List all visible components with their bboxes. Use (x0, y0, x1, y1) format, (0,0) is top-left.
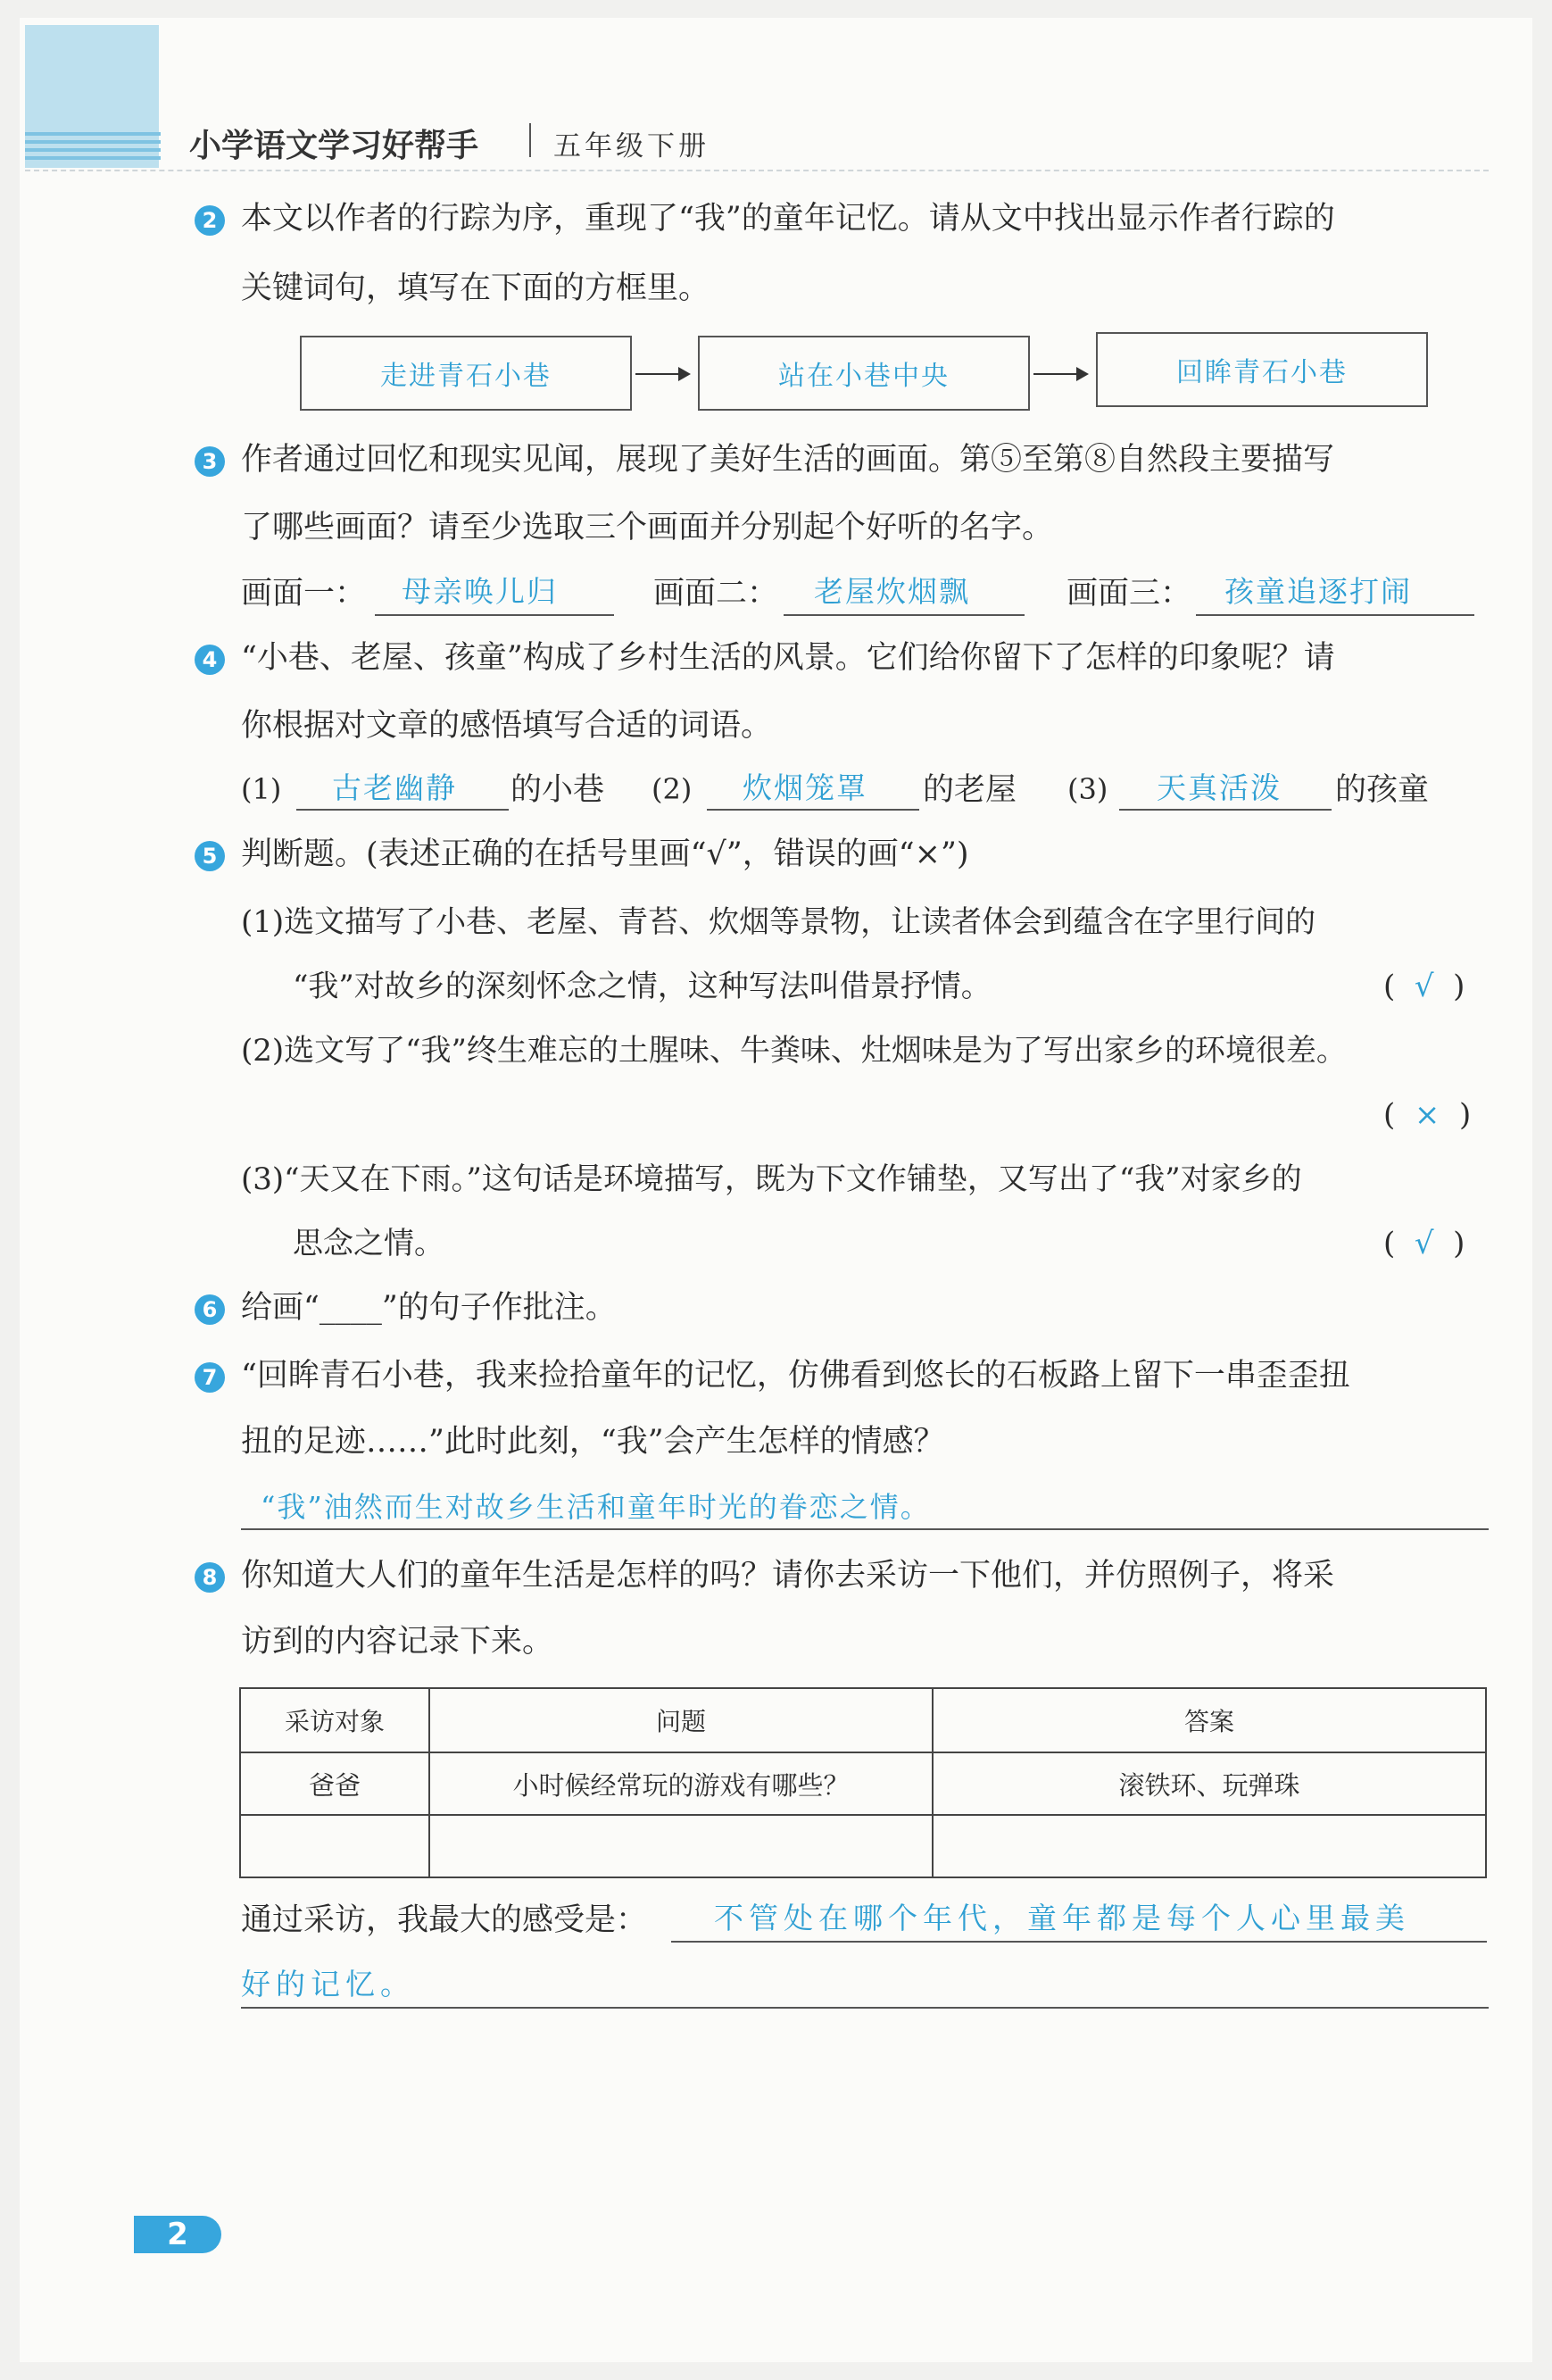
question-number-4: 4 (195, 645, 225, 675)
scene-label-1: 画面一： (241, 576, 367, 612)
blank-line (784, 614, 1025, 616)
answer-box-1: 走进青石小巷 (300, 336, 632, 411)
page-number: 2 (134, 2216, 221, 2253)
q4-line1: “小巷、老屋、孩童”构成了乡村生活的风景。它们给你留下了怎样的印象呢？请 (241, 640, 1335, 676)
question-number-5: 5 (195, 841, 225, 871)
interview-table (239, 1687, 1487, 1878)
q4-suffix-1: 的小巷 (510, 772, 605, 808)
arrow-2 (1033, 373, 1087, 375)
statement-3-line2: 思念之情。 (293, 1226, 444, 1261)
answer-box-2: 站在小巷中央 (698, 336, 1030, 411)
blank-line (1119, 809, 1332, 811)
blank-line (1196, 614, 1474, 616)
question-number-6: 6 (195, 1294, 225, 1325)
cell-subject: 爸爸 (240, 1752, 429, 1815)
table-header-row (240, 1688, 1486, 1752)
statement-3-line1: (3)“天又在下雨。”这句话是环境描写，既为下文作铺垫，又写出了“我”对家乡的 (241, 1161, 1302, 1197)
impression-answer-2: 炊烟笼罩 (743, 770, 867, 805)
question-number-7: 7 (195, 1362, 225, 1393)
judgment-bracket-1: ( √ ) (1383, 969, 1465, 1004)
scene-answer-3: 孩童追逐打闹 (1224, 574, 1412, 609)
judgment-answer-1: √ (1414, 969, 1434, 1004)
book-title: 小学语文学习好帮手 (189, 128, 479, 164)
table-row (240, 1752, 1486, 1815)
q8-line1: 你知道大人们的童年生活是怎样的吗？请你去采访一下他们，并仿照例子，将采 (241, 1558, 1335, 1594)
q4-suffix-2: 的老屋 (923, 772, 1017, 808)
impression-answer-1: 古老幽静 (332, 770, 457, 805)
answer-line (241, 1528, 1489, 1530)
q3-line2: 了哪些画面？请至少选取三个画面并分别起个好听的名字。 (241, 510, 1054, 545)
judgment-answer-3: √ (1414, 1226, 1434, 1261)
scene-label-3: 画面三： (1066, 576, 1192, 612)
arrow-1 (635, 373, 689, 375)
q7-line1: “回眸青石小巷，我来捡拾童年的记忆，仿佛看到悠长的石板路上留下一串歪歪扭 (241, 1358, 1350, 1394)
judgment-bracket-3: ( √ ) (1383, 1226, 1465, 1261)
statement-2-line1: (2)选文写了“我”终生难忘的土腥味、牛粪味、灶烟味是为了写出家乡的环境很差。 (241, 1033, 1347, 1069)
blank-line (296, 809, 509, 811)
q6-text: 给画“____”的句子作批注。 (241, 1290, 617, 1326)
q8-line2: 访到的内容记录下来。 (241, 1624, 554, 1660)
feeling-answer-line2: 好的记忆。 (241, 1967, 415, 2001)
q5-intro: 判断题。(表述正确的在括号里画“√”，错误的画“×”) (241, 836, 969, 872)
q4-line2: 你根据对文章的感悟填写合适的词语。 (241, 708, 773, 744)
cell-answer: 滚铁环、玩弹珠 (933, 1752, 1486, 1815)
header-answer: 答案 (933, 1688, 1486, 1752)
header-dashed-rule (25, 170, 1489, 171)
grade-label: 五年级下册 (553, 130, 710, 162)
header-subject: 采访对象 (240, 1688, 429, 1752)
q4-prefix-3: (3) (1067, 772, 1108, 806)
feeling-label: 通过采访，我最大的感受是： (241, 1902, 648, 1938)
q7-line2: 扭的足迹……”此时此刻，“我”会产生怎样的情感？ (241, 1424, 945, 1460)
cell-subject-empty (240, 1815, 429, 1877)
q4-prefix-1: (1) (241, 772, 282, 806)
question-number-2: 2 (195, 205, 225, 236)
statement-1-line1: (1)选文描写了小巷、老屋、青苔、炊烟等景物，让读者体会到蕴含在字里行间的 (241, 904, 1316, 940)
header-question: 问题 (429, 1688, 933, 1752)
header-divider (529, 123, 531, 157)
blank-line (375, 614, 614, 616)
q2-line2: 关键词句，填写在下面的方框里。 (241, 270, 710, 306)
scene-answer-1: 母亲唤儿归 (402, 574, 558, 609)
impression-answer-3: 天真活泼 (1157, 770, 1282, 805)
answer-line (671, 1941, 1487, 1943)
answer-box-3: 回眸青石小巷 (1096, 332, 1428, 407)
q4-prefix-2: (2) (652, 772, 693, 806)
scene-label-2: 画面二： (653, 576, 779, 612)
judgment-bracket-2: ( × ) (1383, 1097, 1472, 1133)
cell-question: 小时候经常玩的游戏有哪些？ (429, 1752, 933, 1815)
question-number-8: 8 (195, 1562, 225, 1593)
cell-question-empty (429, 1815, 933, 1877)
cell-answer-empty (933, 1815, 1486, 1877)
q2-line1: 本文以作者的行踪为序，重现了“我”的童年记忆。请从文中找出显示作者行踪的 (241, 201, 1335, 237)
q3-line1: 作者通过回忆和现实见闻，展现了美好生活的画面。第⑤至第⑧自然段主要描写 (241, 442, 1335, 478)
answer-line (241, 2007, 1489, 2009)
table-row (240, 1815, 1486, 1877)
statement-1-line2: “我”对故乡的深刻怀念之情，这种写法叫借景抒情。 (293, 969, 992, 1004)
q4-suffix-3: 的孩童 (1335, 772, 1430, 808)
scene-answer-2: 老屋炊烟飘 (814, 574, 970, 609)
question-number-3: 3 (195, 446, 225, 477)
feeling-answer-line1: 不管处在哪个年代，童年都是每个人心里最美 (714, 1901, 1410, 1935)
blank-line (707, 809, 919, 811)
header-stripes (25, 132, 161, 168)
judgment-answer-2: × (1414, 1097, 1440, 1133)
q7-answer: “我”油然而生对故乡生活和童年时光的眷恋之情。 (261, 1490, 931, 1524)
